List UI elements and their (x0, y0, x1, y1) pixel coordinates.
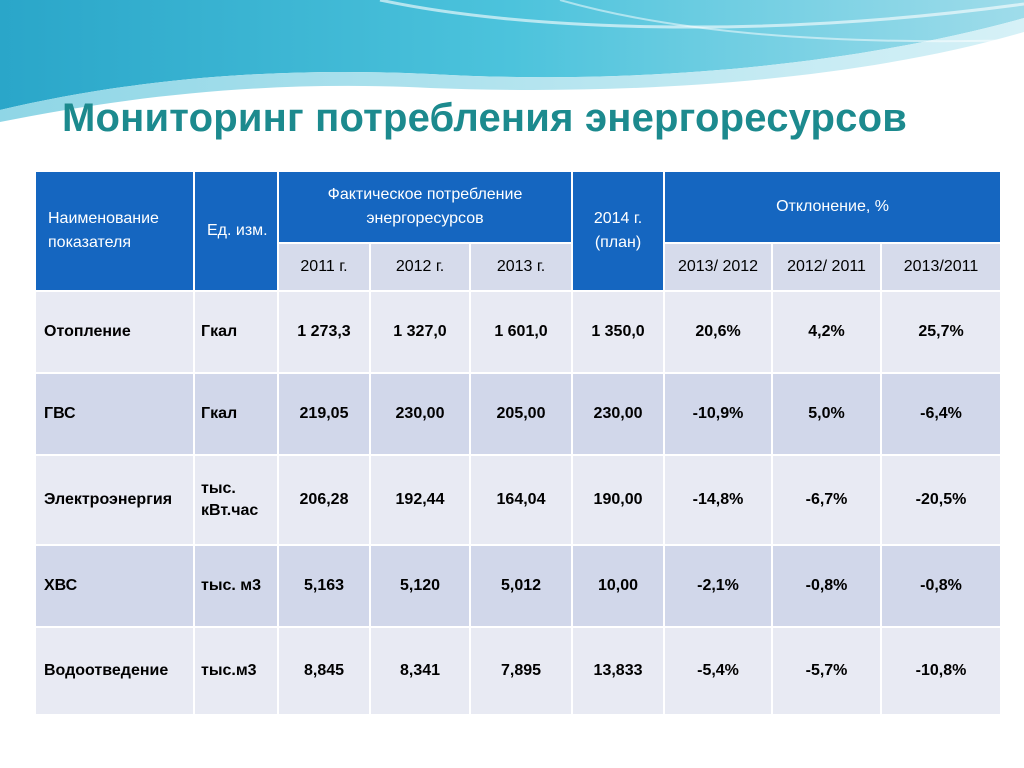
cell-plan: 230,00 (572, 373, 664, 455)
header-year-2013: 2013 г. (470, 243, 572, 291)
cell-2011: 5,163 (278, 545, 370, 627)
cell-plan: 13,833 (572, 627, 664, 715)
cell-dev-2013-2012: -2,1% (664, 545, 772, 627)
row-unit: тыс.м3 (194, 627, 278, 715)
energy-table (34, 170, 1002, 716)
cell-dev-2012-2011: 4,2% (772, 291, 881, 373)
cell-2012: 1 327,0 (370, 291, 470, 373)
cell-2011: 1 273,3 (278, 291, 370, 373)
header-plan: 2014 г. (план) (572, 171, 664, 291)
cell-2012: 8,341 (370, 627, 470, 715)
page-title: Мониторинг потребления энергоресурсов (62, 96, 908, 140)
row-name: Водоотведение (35, 627, 194, 715)
cell-2013: 205,00 (470, 373, 572, 455)
cell-dev-2012-2011: -6,7% (772, 455, 881, 545)
cell-dev-2013-2011: 25,7% (881, 291, 1001, 373)
row-name: Электроэнергия (35, 455, 194, 545)
header-actual: Фактическое потребление энергоресурсов (278, 171, 572, 243)
cell-plan: 10,00 (572, 545, 664, 627)
cell-2013: 7,895 (470, 627, 572, 715)
cell-2011: 8,845 (278, 627, 370, 715)
cell-dev-2013-2011: -10,8% (881, 627, 1001, 715)
cell-dev-2013-2011: -0,8% (881, 545, 1001, 627)
header-deviation: Отклонение, % (664, 171, 1001, 243)
table-row (35, 373, 1001, 455)
header-year-2012: 2012 г. (370, 243, 470, 291)
row-unit: тыс. кВт.час (194, 455, 278, 545)
cell-dev-2012-2011: -0,8% (772, 545, 881, 627)
cell-2013: 5,012 (470, 545, 572, 627)
header-name: Наименование показателя (35, 171, 194, 291)
row-name: ГВС (35, 373, 194, 455)
cell-2013: 164,04 (470, 455, 572, 545)
header-year-2011: 2011 г. (278, 243, 370, 291)
cell-2012: 192,44 (370, 455, 470, 545)
header-dev-2013-2012: 2013/ 2012 (664, 243, 772, 291)
cell-dev-2013-2012: -10,9% (664, 373, 772, 455)
cell-dev-2013-2012: -5,4% (664, 627, 772, 715)
table-row (35, 455, 1001, 545)
row-name: ХВС (35, 545, 194, 627)
cell-dev-2012-2011: 5,0% (772, 373, 881, 455)
row-unit: тыс. м3 (194, 545, 278, 627)
table-row (35, 545, 1001, 627)
cell-dev-2013-2011: -6,4% (881, 373, 1001, 455)
cell-plan: 1 350,0 (572, 291, 664, 373)
cell-2013: 1 601,0 (470, 291, 572, 373)
row-name: Отопление (35, 291, 194, 373)
row-unit: Гкал (194, 291, 278, 373)
header-dev-2013-2011: 2013/2011 (881, 243, 1001, 291)
cell-2011: 219,05 (278, 373, 370, 455)
header-dev-2012-2011: 2012/ 2011 (772, 243, 881, 291)
cell-dev-2013-2011: -20,5% (881, 455, 1001, 545)
cell-dev-2012-2011: -5,7% (772, 627, 881, 715)
table-row (35, 291, 1001, 373)
cell-plan: 190,00 (572, 455, 664, 545)
cell-2012: 5,120 (370, 545, 470, 627)
cell-dev-2013-2012: 20,6% (664, 291, 772, 373)
cell-2011: 206,28 (278, 455, 370, 545)
cell-2012: 230,00 (370, 373, 470, 455)
table-row (35, 627, 1001, 715)
row-unit: Гкал (194, 373, 278, 455)
cell-dev-2013-2012: -14,8% (664, 455, 772, 545)
header-unit: Ед. изм. (194, 171, 278, 291)
